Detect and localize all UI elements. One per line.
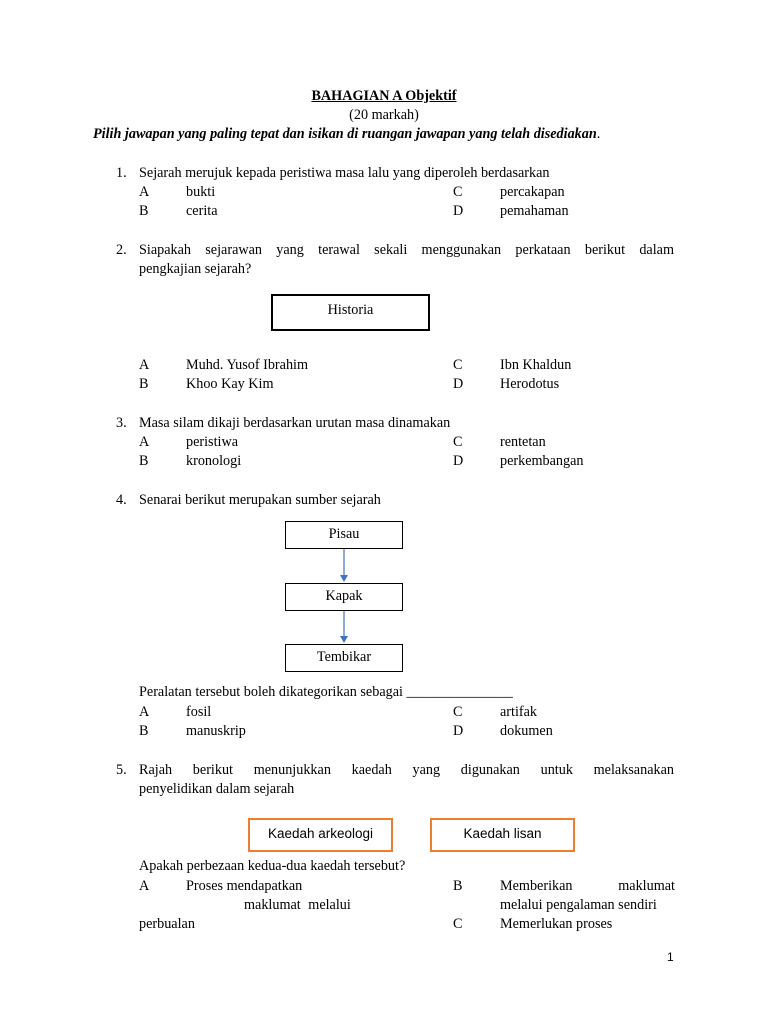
q2-text-line1: Siapakah sejarawan yang terawal sekali menggunakan perkataan berikut dalam <box>139 242 674 258</box>
q5-option-a-letter: A <box>139 878 150 894</box>
q1-option-c-letter: C <box>453 184 463 200</box>
q5-option-a-line1: Proses mendapatkan <box>186 878 303 894</box>
q3-option-a-letter: A <box>139 434 150 450</box>
q3-text: Masa silam dikaji berdasarkan urutan masa dinamakan <box>139 415 451 431</box>
q3-option-b-letter: B <box>139 453 149 469</box>
q5-option-b-letter: B <box>453 878 463 894</box>
flow-box-pisau: Pisau <box>285 521 403 549</box>
q2-number: 2. <box>116 242 127 258</box>
q5-option-b-line2: melalui pengalaman sendiri <box>500 897 657 913</box>
q5-option-c-letter: C <box>453 916 463 932</box>
q4-option-c-letter: C <box>453 704 463 720</box>
q1-text: Sejarah merujuk kepada peristiwa masa lalu yang diperoleh berdasarkan <box>139 165 550 181</box>
flow-arrow-2 <box>337 611 351 644</box>
q3-option-c-text: rentetan <box>500 434 546 450</box>
q2-option-d-text: Herodotus <box>500 376 560 392</box>
q3-option-b-text: kronologi <box>186 453 242 469</box>
q3-number: 3. <box>116 415 127 431</box>
q2-option-c-text: Ibn Khaldun <box>500 357 572 373</box>
section-title: BAHAGIAN A Objektif <box>311 88 457 104</box>
instruction-text: Pilih jawapan yang paling tepat dan isikan di ruangan jawapan yang telah disediakan <box>93 126 597 142</box>
q1-option-d-letter: D <box>453 203 464 219</box>
q4-stem: Peralatan tersebut boleh dikategorikan sebagai _______________ <box>139 684 513 700</box>
instruction-line <box>93 125 600 144</box>
q3-option-d-text: perkembangan <box>500 453 584 469</box>
q1-option-d-text: pemahaman <box>500 203 569 219</box>
q2-option-b-letter: B <box>139 376 149 392</box>
q5-number: 5. <box>116 762 127 778</box>
q5-option-c-line1: Memerlukan proses <box>500 916 613 932</box>
q4-text: Senarai berikut merupakan sumber sejarah <box>139 492 381 508</box>
q5-text-line2: penyelidikan dalam sejarah <box>139 781 295 797</box>
q4-option-b-text: manuskrip <box>186 723 246 739</box>
flow-box-tembikar: Tembikar <box>285 644 403 672</box>
marks-label: (20 markah) <box>349 107 419 123</box>
q4-option-a-letter: A <box>139 704 150 720</box>
q3-option-d-letter: D <box>453 453 464 469</box>
q1-option-a-text: bukti <box>186 184 216 200</box>
q5-option-a-line2: maklumat melalui <box>244 897 351 913</box>
q4-option-b-letter: B <box>139 723 149 739</box>
q5-option-b-line1: Memberikan maklumat <box>500 878 675 894</box>
q2-option-a-letter: A <box>139 357 150 373</box>
flow-arrow-1 <box>337 549 351 583</box>
historia-box: Historia <box>271 294 430 331</box>
q1-option-a-letter: A <box>139 184 150 200</box>
q3-option-c-letter: C <box>453 434 463 450</box>
q4-option-c-text: artifak <box>500 704 538 720</box>
q1-number: 1. <box>116 165 127 181</box>
method-box-lisan: Kaedah lisan <box>430 818 575 852</box>
q2-option-c-letter: C <box>453 357 463 373</box>
q4-number: 4. <box>116 492 127 508</box>
q4-option-d-letter: D <box>453 723 464 739</box>
q2-text-line2: pengkajian sejarah? <box>139 261 252 277</box>
method-box-arkeologi: Kaedah arkeologi <box>248 818 393 852</box>
q5-text-line1: Rajah berikut menunjukkan kaedah yang digunakan untuk melaksanakan <box>139 762 674 778</box>
q3-option-a-text: peristiwa <box>186 434 239 450</box>
flow-box-kapak: Kapak <box>285 583 403 611</box>
q2-option-b-text: Khoo Kay Kim <box>186 376 274 392</box>
q5-option-a-line3: perbualan <box>139 916 195 932</box>
q1-option-b-letter: B <box>139 203 149 219</box>
q1-option-c-text: percakapan <box>500 184 565 200</box>
q4-option-d-text: dokumen <box>500 723 553 739</box>
page-number: 1 <box>667 950 674 964</box>
q5-question: Apakah perbezaan kedua-dua kaedah tersebut? <box>139 858 406 874</box>
instruction-period: . <box>596 126 601 142</box>
q1-option-b-text: cerita <box>186 203 218 219</box>
q4-option-a-text: fosil <box>186 704 212 720</box>
q2-option-a-text: Muhd. Yusof Ibrahim <box>186 357 309 373</box>
q2-option-d-letter: D <box>453 376 464 392</box>
